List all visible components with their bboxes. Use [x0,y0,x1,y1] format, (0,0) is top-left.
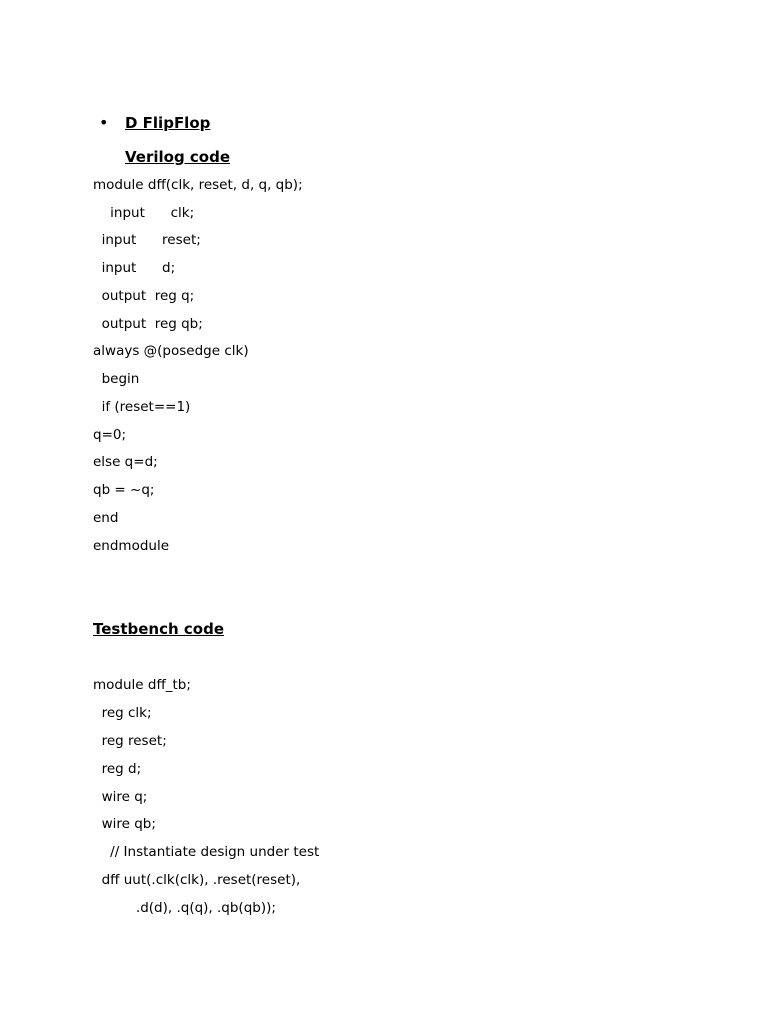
code-line: dff uut(.clk(clk), .reset(reset), [93,872,301,888]
section-title: D FlipFlop [125,114,211,132]
code-line: else q=d; [93,454,158,470]
code-line: module dff(clk, reset, d, q, qb); [93,177,303,193]
testbench-heading: Testbench code [93,620,225,638]
code-line: always @(posedge clk) [93,343,249,359]
code-line: q=0; [93,427,127,443]
code-line: wire q; [93,789,148,805]
code-line: if (reset==1) [93,399,191,415]
bullet-marker: • [99,113,109,132]
code-line: qb = ~q; [93,482,155,498]
code-line: output reg q; [93,288,195,304]
verilog-heading: Verilog code [125,148,231,166]
code-line: // Instantiate design under test [93,844,320,860]
code-line: .d(d), .q(q), .qb(qb)); [93,900,276,916]
code-line: wire qb; [93,816,156,832]
code-line: reg reset; [93,733,167,749]
code-line: module dff_tb; [93,677,191,693]
code-line: reg d; [93,761,142,777]
code-line: begin [93,371,140,387]
code-line: end [93,510,119,526]
code-line: input clk; [93,205,195,221]
code-line: input d; [93,260,176,276]
code-line: input reset; [93,232,201,248]
code-line: reg clk; [93,705,152,721]
code-line: endmodule [93,538,170,554]
code-line: output reg qb; [93,316,203,332]
